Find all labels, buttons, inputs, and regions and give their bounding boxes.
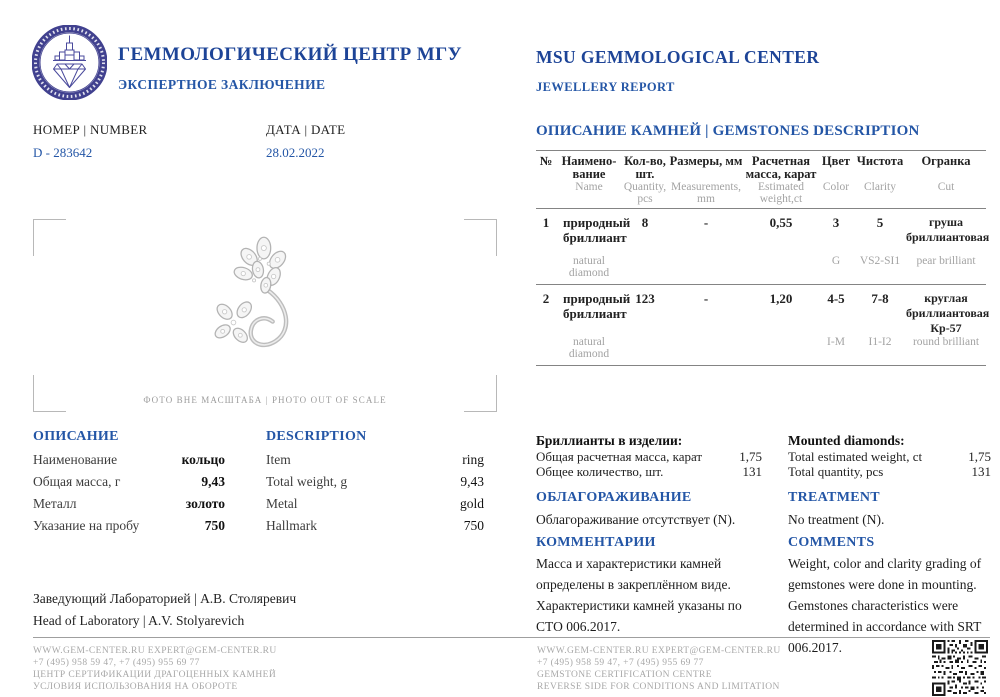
col-header-num: № xyxy=(539,154,553,168)
desc-row-item: Item ring xyxy=(266,452,484,467)
footer-right-line: WWW.GEM-CENTER.RU EXPERT@GEM-CENTER.RU xyxy=(537,646,781,656)
cell-measurements: - xyxy=(703,291,709,306)
crop-mark-top-left xyxy=(33,219,66,256)
report-type-ru: ЭКСПЕРТНОЕ ЗАКЛЮЧЕНИЕ xyxy=(118,77,326,92)
qr-code xyxy=(932,640,988,696)
gemstones-table-header xyxy=(536,151,986,209)
org-title-en: MSU GEMMOLOGICAL CENTER xyxy=(536,47,820,67)
footer-left-line: +7 (495) 958 59 47, +7 (495) 955 69 77 xyxy=(33,658,200,668)
cell-num: 2 xyxy=(542,291,550,306)
msu-gem-center-logo-icon xyxy=(32,25,107,100)
mounted-weight-row: Общая расчетная масса, карат 1,75 xyxy=(536,449,762,464)
footer-left-line: ЦЕНТР СЕРТИФИКАЦИИ ДРАГОЦЕННЫХ КАМНЕЙ xyxy=(33,670,277,680)
cell-color-en: I-M xyxy=(827,336,845,348)
footer-divider xyxy=(33,637,990,638)
desc-row-hallmark: Hallmark 750 xyxy=(266,518,484,533)
col-header-measurements: Размеры, мм Measurements, mm xyxy=(669,154,743,205)
mounted-diamonds-ru xyxy=(536,433,762,479)
cell-qty: 8 xyxy=(641,215,649,230)
gemstones-section-title: ОПИСАНИЕ КАМНЕЙ | GEMSTONES DESCRIPTION xyxy=(536,123,920,139)
description-heading-ru: ОПИСАНИЕ xyxy=(33,429,119,444)
cell-cut-ru: круглая бриллиантовая Кр-57 xyxy=(906,291,990,335)
col-header-cut: Огранка Cut xyxy=(921,154,971,193)
description-list-ru xyxy=(33,449,225,537)
comments-heading-ru: КОММЕНТАРИИ xyxy=(536,535,656,550)
cell-color-ru: 3 xyxy=(832,215,840,230)
cell-cut-en: pear brilliant xyxy=(916,255,976,267)
footer-left xyxy=(33,645,277,693)
description-heading-en: DESCRIPTION xyxy=(266,429,367,444)
item-photo-frame xyxy=(33,219,497,412)
cell-clarity-en: VS2-SI1 xyxy=(859,255,901,267)
photo-caption: ФОТО ВНЕ МАСШТАБА | PHOTO OUT OF SCALE xyxy=(143,395,387,405)
col-header-name: Наимено-вание Name xyxy=(561,154,617,193)
footer-right-line: REVERSE SIDE FOR CONDITIONS AND LIMITATION xyxy=(537,682,780,692)
treatment-text-ru: Облагораживание отсутствует (N). xyxy=(536,512,736,527)
ring-photo xyxy=(207,231,305,369)
comments-text-en: Weight, color and clarity grading of gemstones were done in mounting. Gemstones characteristics were determined in accordance with SRT 006.2017. xyxy=(788,556,982,655)
cell-measurements: - xyxy=(703,215,709,230)
cell-cut-en: round brilliant xyxy=(912,336,980,348)
treatment-heading-ru: ОБЛАГОРАЖИВАНИЕ xyxy=(536,490,692,505)
comments-text-ru: Масса и характеристики камней определены в закреплённом виде. Характеристики камней указаны по СТО 006.2017. xyxy=(536,556,742,634)
cell-weight: 0,55 xyxy=(769,215,793,230)
report-type-en: JEWELLERY REPORT xyxy=(536,80,675,94)
cell-qty: 123 xyxy=(635,291,655,306)
cell-name-ru: природный бриллиант xyxy=(563,291,631,321)
cell-color-en: G xyxy=(831,255,841,267)
signature-ru: Заведующий Лабораторией | А.В. Столяревич xyxy=(33,591,297,606)
mounted-quantity-row: Общее количество, шт. 131 xyxy=(536,464,762,479)
treatment-text-en: No treatment (N). xyxy=(788,512,885,527)
crop-mark-top-right xyxy=(464,219,497,256)
cell-name-en: natural diamond xyxy=(568,255,610,279)
crop-mark-bottom-left xyxy=(33,375,66,412)
desc-row-hallmark: Указание на пробу 750 xyxy=(33,518,225,533)
cell-weight: 1,20 xyxy=(769,291,793,306)
gemstone-row-2 xyxy=(536,284,990,365)
desc-row-weight: Общая масса, г 9,43 xyxy=(33,474,225,489)
col-header-color: Цвет Color xyxy=(821,154,851,193)
footer-left-line: WWW.GEM-CENTER.RU EXPERT@GEM-CENTER.RU xyxy=(33,646,277,656)
desc-row-item: Наименование кольцо xyxy=(33,452,225,467)
footer-right-line: GEMSTONE CERTIFICATION CENTRE xyxy=(537,670,712,680)
col-header-clarity: Чистота Clarity xyxy=(856,154,904,193)
treatment-heading-en: TREATMENT xyxy=(788,490,880,505)
mounted-quantity-row: Total quantity, pcs 131 xyxy=(788,464,991,479)
date-value: 28.02.2022 xyxy=(266,145,325,160)
cell-num: 1 xyxy=(542,215,550,230)
cell-clarity-en: I1-I2 xyxy=(868,336,892,348)
mounted-diamonds-en xyxy=(788,433,991,479)
number-label: НОМЕР | NUMBER xyxy=(33,122,148,137)
comments-heading-en: COMMENTS xyxy=(788,535,875,550)
footer-right-line: +7 (495) 958 59 47, +7 (495) 955 69 77 xyxy=(537,658,704,668)
signature-en: Head of Laboratory | A.V. Stolyarevich xyxy=(33,613,245,628)
mounted-weight-row: Total estimated weight, ct 1,75 xyxy=(788,449,991,464)
date-label: ДАТА | DATE xyxy=(266,122,346,137)
desc-row-weight: Total weight, g 9,43 xyxy=(266,474,484,489)
col-header-quantity: Кол-во, шт. Quantity, pcs xyxy=(623,154,667,205)
org-title-ru: ГЕММОЛОГИЧЕСКИЙ ЦЕНТР МГУ xyxy=(118,44,462,65)
description-list-en xyxy=(266,449,484,537)
desc-row-metal: Metal gold xyxy=(266,496,484,511)
footer-right xyxy=(537,645,781,693)
gemstones-table xyxy=(536,150,990,366)
col-header-weight: Расчетная масса, карат Estimated weight,ct xyxy=(745,154,817,205)
footer-left-line: УСЛОВИЯ ИСПОЛЬЗОВАНИЯ НА ОБОРОТЕ xyxy=(33,682,238,692)
desc-row-metal: Металл золото xyxy=(33,496,225,511)
gemstone-row-1 xyxy=(536,209,990,284)
crop-mark-bottom-right xyxy=(464,375,497,412)
mounted-title-en: Mounted diamonds: xyxy=(788,433,905,448)
cell-cut-ru: груша бриллиантовая xyxy=(906,215,990,244)
cell-name-ru: природный бриллиант xyxy=(563,215,631,245)
cell-color-ru: 4-5 xyxy=(827,291,845,306)
cell-clarity-ru: 7-8 xyxy=(871,291,889,306)
cell-clarity-ru: 5 xyxy=(876,215,884,230)
cell-name-en: natural diamond xyxy=(568,336,610,360)
mounted-title-ru: Бриллианты в изделии: xyxy=(536,433,683,448)
number-value: D - 283642 xyxy=(33,145,93,160)
